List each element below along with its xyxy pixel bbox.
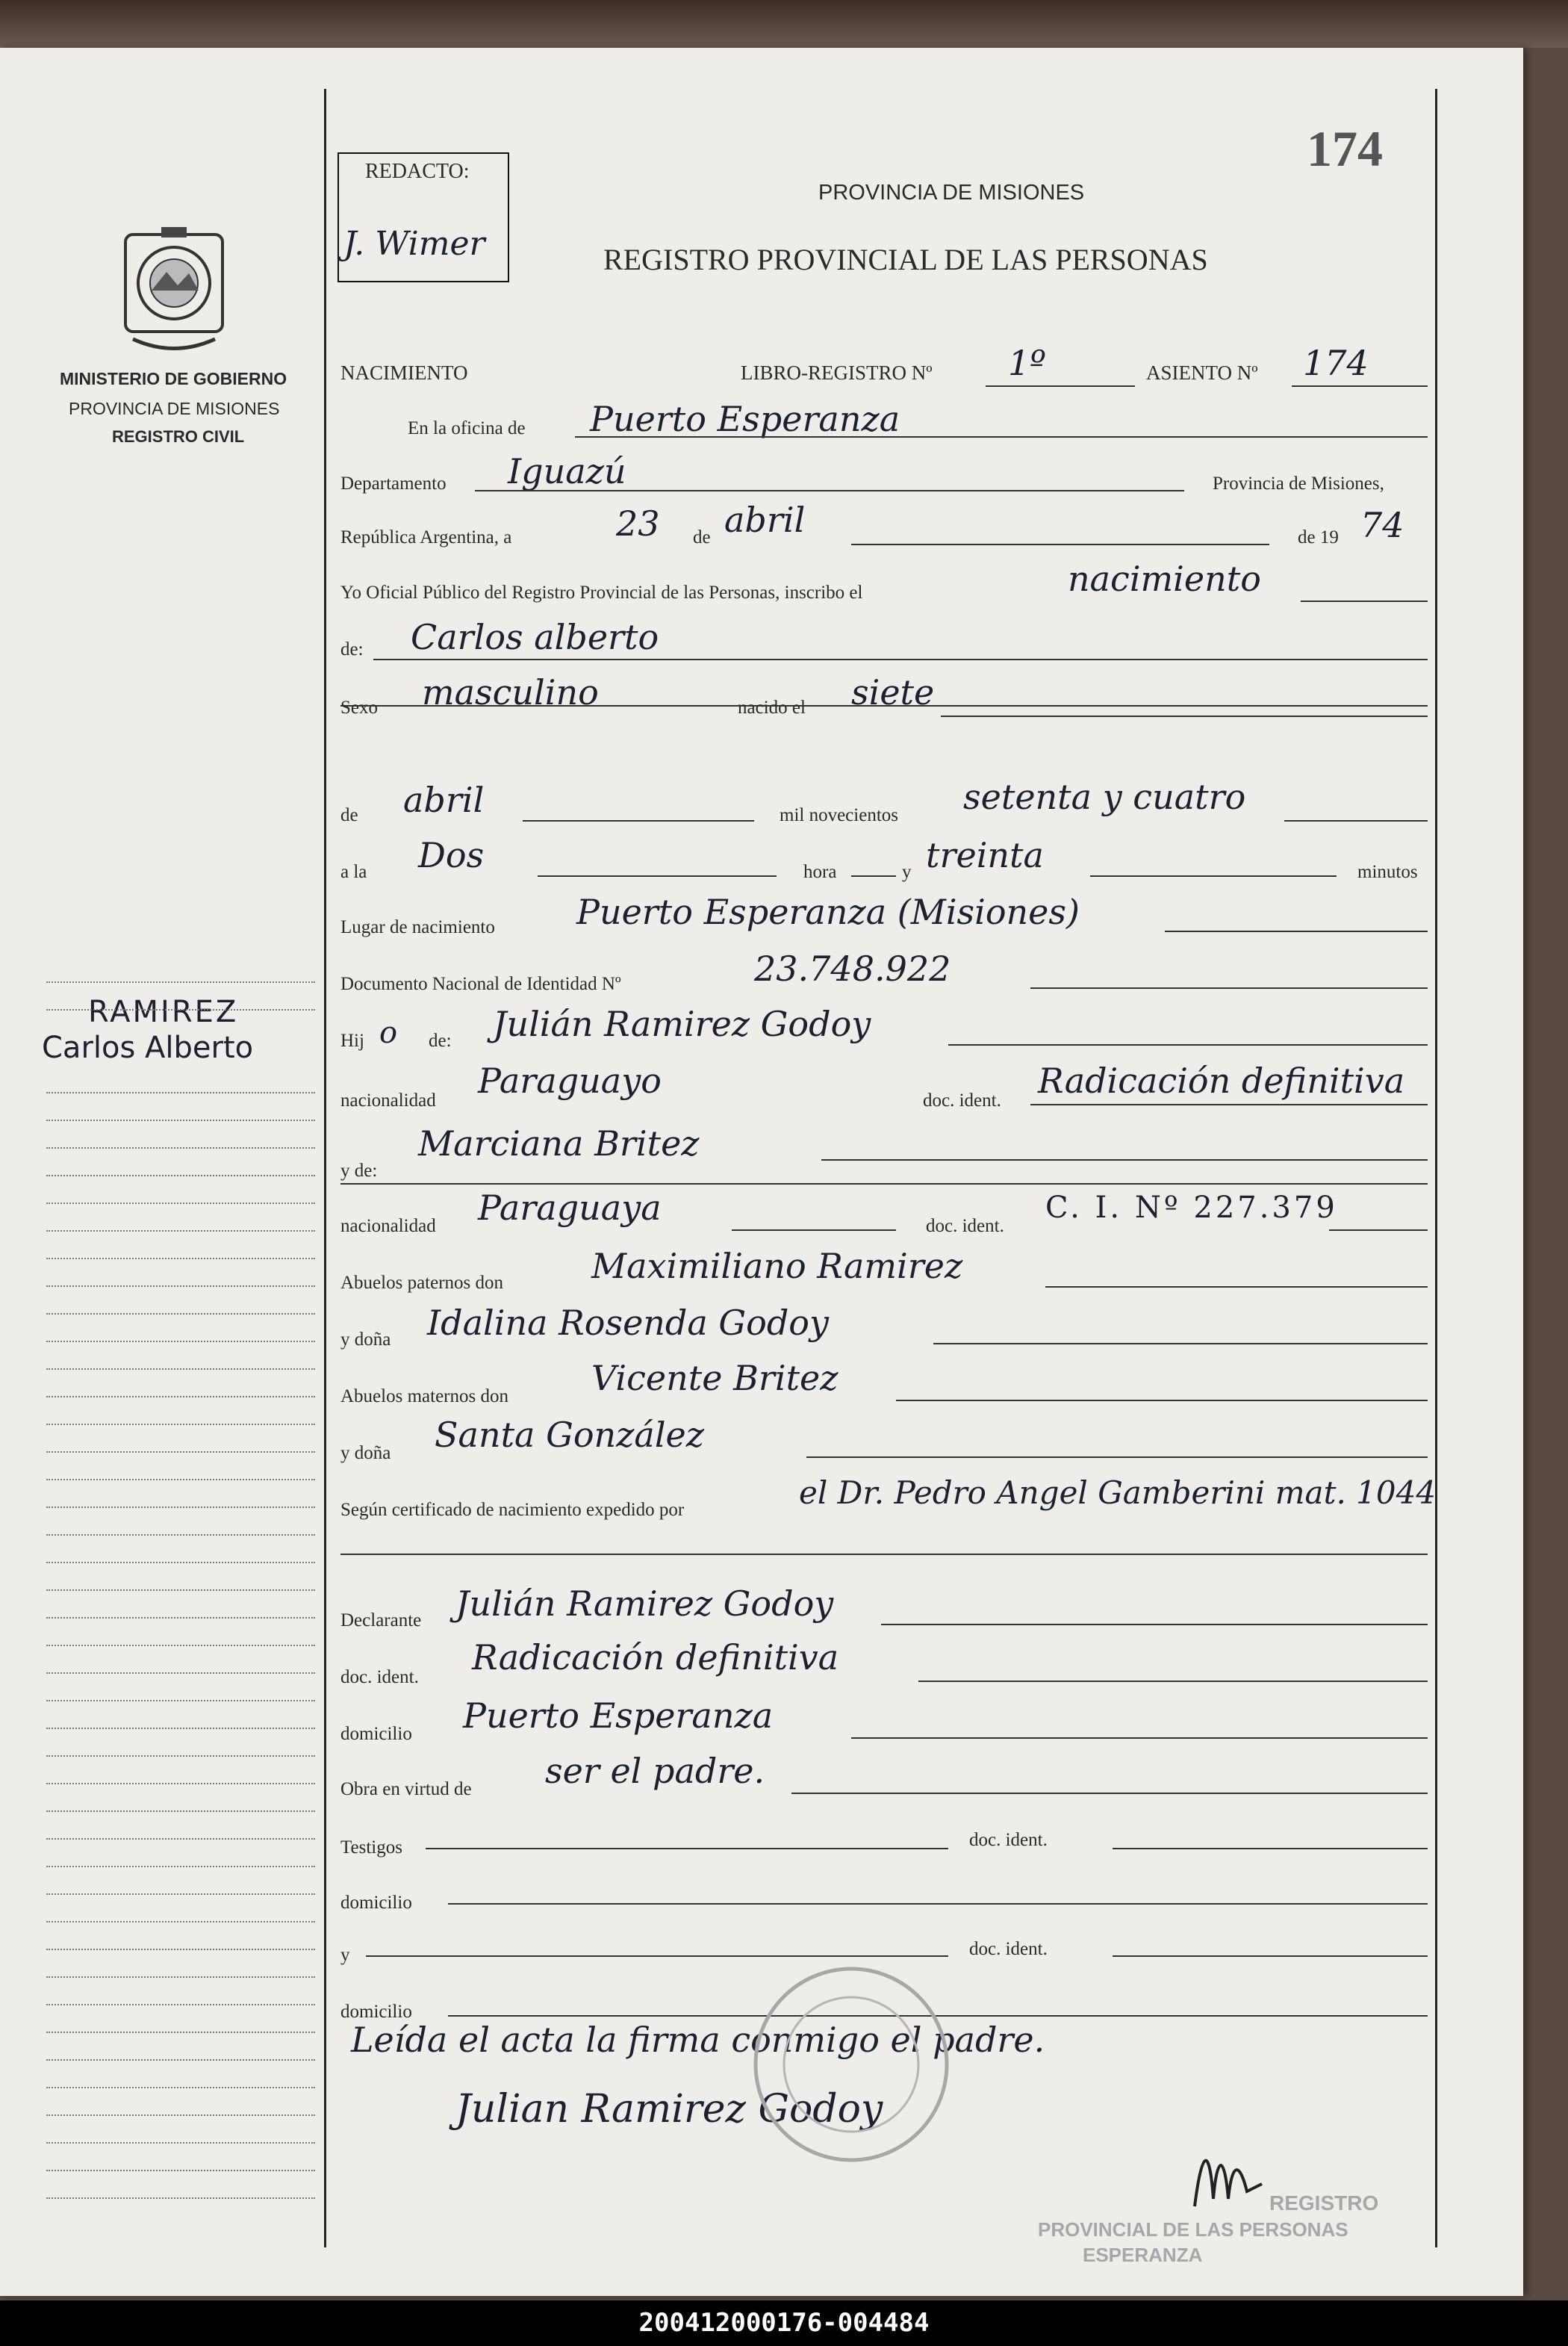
abuelos-paternos-dona-label: y doña: [340, 1329, 391, 1350]
padre-nacionalidad-label: nacionalidad: [340, 1090, 436, 1111]
image-id-text: 200412000176-004484: [638, 2308, 930, 2338]
official-signature: [1180, 2139, 1269, 2225]
redacto-box: [337, 152, 509, 282]
page-number: 174: [1307, 120, 1383, 177]
margin-rule: [46, 1783, 315, 1784]
margin-rule: [46, 2170, 315, 2171]
ministry-line2: PROVINCIA DE MISIONES: [69, 399, 280, 418]
libro-value: 1º: [1008, 343, 1046, 383]
margin-rule: [46, 1562, 315, 1563]
madre-doc-value: C. I. Nº 227.379: [1045, 1191, 1338, 1225]
image-id-bar: [0, 2300, 1568, 2346]
padre-doc-value: Radicación definitiva: [1038, 1061, 1405, 1101]
child-name-value: Carlos alberto: [411, 617, 659, 657]
closing-statement: Leída el acta la firma conmigo el padre.: [351, 2020, 1045, 2060]
asiento-value: 174: [1303, 343, 1369, 383]
declarante-label: Declarante: [340, 1610, 422, 1630]
hijo-suffix: o: [379, 1016, 398, 1050]
yo-oficial-label: Yo Oficial Público del Registro Provincial de las Personas, inscribo el: [340, 583, 863, 603]
republica-label: República Argentina, a: [340, 527, 512, 547]
nacido-value: siete: [851, 672, 935, 713]
madre-label: y de:: [340, 1161, 378, 1181]
margin-rule: [46, 1175, 315, 1176]
oficina-label: En la oficina de: [408, 418, 526, 438]
margin-rule: [46, 1451, 315, 1453]
hora-label: hora: [803, 862, 837, 882]
minutos-label: minutos: [1357, 862, 1418, 882]
madre-nacionalidad-label: nacionalidad: [340, 1216, 436, 1236]
de-label: de: [693, 527, 711, 547]
inscribo-value: nacimiento: [1068, 559, 1261, 599]
left-frame-line: [324, 89, 326, 2247]
margin-rule: [46, 1368, 315, 1370]
sexo-value: masculino: [422, 672, 599, 713]
ala-label: a la: [340, 862, 367, 882]
asiento-label: ASIENTO Nº: [1146, 361, 1258, 384]
right-frame-line: [1435, 89, 1437, 2247]
departamento-value: Iguazú: [508, 451, 626, 491]
testigos-doc-label: doc. ident.: [969, 1830, 1048, 1850]
margin-rule: [46, 1672, 315, 1674]
padre-value: Julián Ramirez Godoy: [493, 1004, 871, 1044]
margin-rule: [46, 1009, 315, 1011]
margin-rule: [46, 1285, 315, 1287]
round-seal-stamp: [747, 1960, 956, 2173]
obra-label: Obra en virtud de: [340, 1779, 472, 1799]
testigos-label: Testigos: [340, 1837, 402, 1858]
testigo2-domicilio-label: domicilio: [340, 2002, 412, 2022]
libro-label: LIBRO-REGISTRO Nº: [741, 361, 933, 384]
margin-rule: [46, 1258, 315, 1259]
abuelos-paternos-dona-value: Idalina Rosenda Godoy: [427, 1303, 829, 1343]
abuelos-paternos-label: Abuelos paternos don: [340, 1273, 504, 1293]
departamento-label: Departamento: [340, 474, 447, 494]
declarante-doc-label: doc. ident.: [340, 1667, 419, 1687]
lugar-label: Lugar de nacimiento: [340, 917, 495, 937]
de-name-label: de:: [340, 639, 364, 660]
stamp-line2: PROVINCIAL DE LAS PERSONAS: [1038, 2218, 1348, 2241]
abuelos-maternos-dona-label: y doña: [340, 1443, 391, 1463]
margin-rule: [46, 2059, 315, 2061]
margin-rule: [46, 1341, 315, 1342]
oficina-value: Puerto Esperanza: [590, 399, 900, 439]
domicilio-value: Puerto Esperanza: [463, 1695, 774, 1736]
stamp-line3: ESPERANZA: [1083, 2244, 1203, 2266]
stamp-line1: REGISTRO: [1269, 2191, 1379, 2215]
sexo-label: Sexo: [340, 698, 378, 718]
hijo-de-label: de:: [429, 1031, 452, 1051]
dni-value: 23.748.922: [754, 949, 951, 989]
margin-rule: [46, 1506, 315, 1508]
book-cover-edge: [0, 0, 1568, 48]
ministry-line3: REGISTRO CIVIL: [112, 427, 245, 446]
redacto-signature: J. Wimer: [343, 225, 485, 263]
margin-rule: [46, 1976, 315, 1978]
ministry-line1: MINISTERIO DE GOBIERNO: [60, 369, 287, 388]
abuelos-maternos-dona-value: Santa González: [435, 1415, 704, 1455]
margin-rule: [46, 1645, 315, 1646]
lugar-value: Puerto Esperanza (Misiones): [576, 892, 1080, 932]
margin-rule: [46, 1949, 315, 1950]
abuelos-maternos-value: Vicente Britez: [591, 1358, 839, 1398]
mil-value: setenta y cuatro: [963, 777, 1246, 817]
obra-value: ser el padre.: [545, 1751, 765, 1791]
abuelos-paternos-value: Maximiliano Ramirez: [591, 1246, 963, 1286]
segun-label: Según certificado de nacimiento expedido por: [340, 1500, 685, 1520]
madre-doc-label: doc. ident.: [926, 1216, 1004, 1236]
margin-rule: [46, 1203, 315, 1204]
padre-nacionalidad-value: Paraguayo: [478, 1061, 662, 1101]
margin-rule: [46, 1534, 315, 1536]
segun-value: el Dr. Pedro Angel Gamberini mat. 1044: [799, 1474, 1437, 1511]
dni-label: Documento Nacional de Identidad Nº: [340, 974, 621, 994]
margin-rule: [46, 2087, 315, 2088]
margin-rule: [46, 1230, 315, 1232]
nacimiento-label: NACIMIENTO: [340, 361, 468, 384]
margin-rule: [46, 2004, 315, 2005]
margin-rule: [46, 1755, 315, 1757]
margin-rule: [46, 1313, 315, 1315]
crest-icon: [118, 227, 230, 354]
margin-rule: [46, 1617, 315, 1619]
testigo2-y-label: y: [340, 1945, 350, 1965]
domicilio-label: domicilio: [340, 1724, 412, 1744]
margin-rule: [46, 1120, 315, 1121]
nac-month-value: abril: [403, 780, 485, 820]
margin-rule: [46, 1424, 315, 1425]
province-heading: PROVINCIA DE MISIONES: [818, 181, 1085, 205]
redacto-label: REDACTO:: [365, 160, 470, 183]
madre-nacionalidad-value: Paraguaya: [478, 1188, 662, 1228]
abuelos-maternos-label: Abuelos maternos don: [340, 1386, 508, 1406]
margin-rule: [46, 1147, 315, 1149]
de19-label: de 19: [1298, 527, 1339, 547]
nacido-label: nacido el: [738, 698, 806, 718]
month-value: abril: [724, 500, 806, 540]
margin-rule: [46, 1893, 315, 1895]
margin-rule: [46, 1921, 315, 1923]
margin-rule: [46, 1810, 315, 1812]
margin-given-names: Carlos Alberto: [42, 1031, 254, 1065]
testigos-domicilio-label: domicilio: [340, 1893, 412, 1913]
day-value: 23: [616, 503, 660, 544]
margin-rule: [46, 1866, 315, 1867]
margin-rule: [46, 1396, 315, 1397]
hijo-label: Hij: [340, 1031, 364, 1051]
margin-rule: [46, 1589, 315, 1591]
margin-rule: [46, 1838, 315, 1840]
father-signature: Julian Ramirez Godoy: [455, 2087, 883, 2132]
margin-rule: [46, 1092, 315, 1093]
margin-rule: [46, 1728, 315, 1729]
declarante-value: Julián Ramirez Godoy: [455, 1583, 834, 1624]
margin-rule: [46, 2142, 315, 2144]
testigo2-doc-label: doc. ident.: [969, 1939, 1048, 1959]
year-value: 74: [1360, 505, 1404, 545]
minutos-value: treinta: [926, 835, 1044, 875]
madre-value: Marciana Britez: [418, 1123, 700, 1164]
padre-doc-label: doc. ident.: [923, 1090, 1001, 1111]
margin-rule: [46, 2197, 315, 2199]
margin-rule: [46, 981, 315, 983]
mil-label: mil novecientos: [780, 805, 898, 825]
register-page: [0, 48, 1523, 2296]
margin-rule: [46, 2114, 315, 2116]
de-month-label: de: [340, 805, 358, 825]
y-label: y: [902, 862, 912, 882]
ministry-crest: [118, 227, 230, 354]
margin-rule: [46, 1479, 315, 1480]
declarante-doc-value: Radicación definitiva: [472, 1637, 839, 1678]
registry-title: REGISTRO PROVINCIAL DE LAS PERSONAS: [603, 243, 1208, 276]
margin-rule: [46, 1700, 315, 1701]
margin-surname: RAMIREZ: [88, 995, 239, 1029]
provincia-label: Provincia de Misiones,: [1213, 474, 1384, 494]
hora-value: Dos: [418, 835, 485, 875]
margin-rule: [46, 2032, 315, 2033]
